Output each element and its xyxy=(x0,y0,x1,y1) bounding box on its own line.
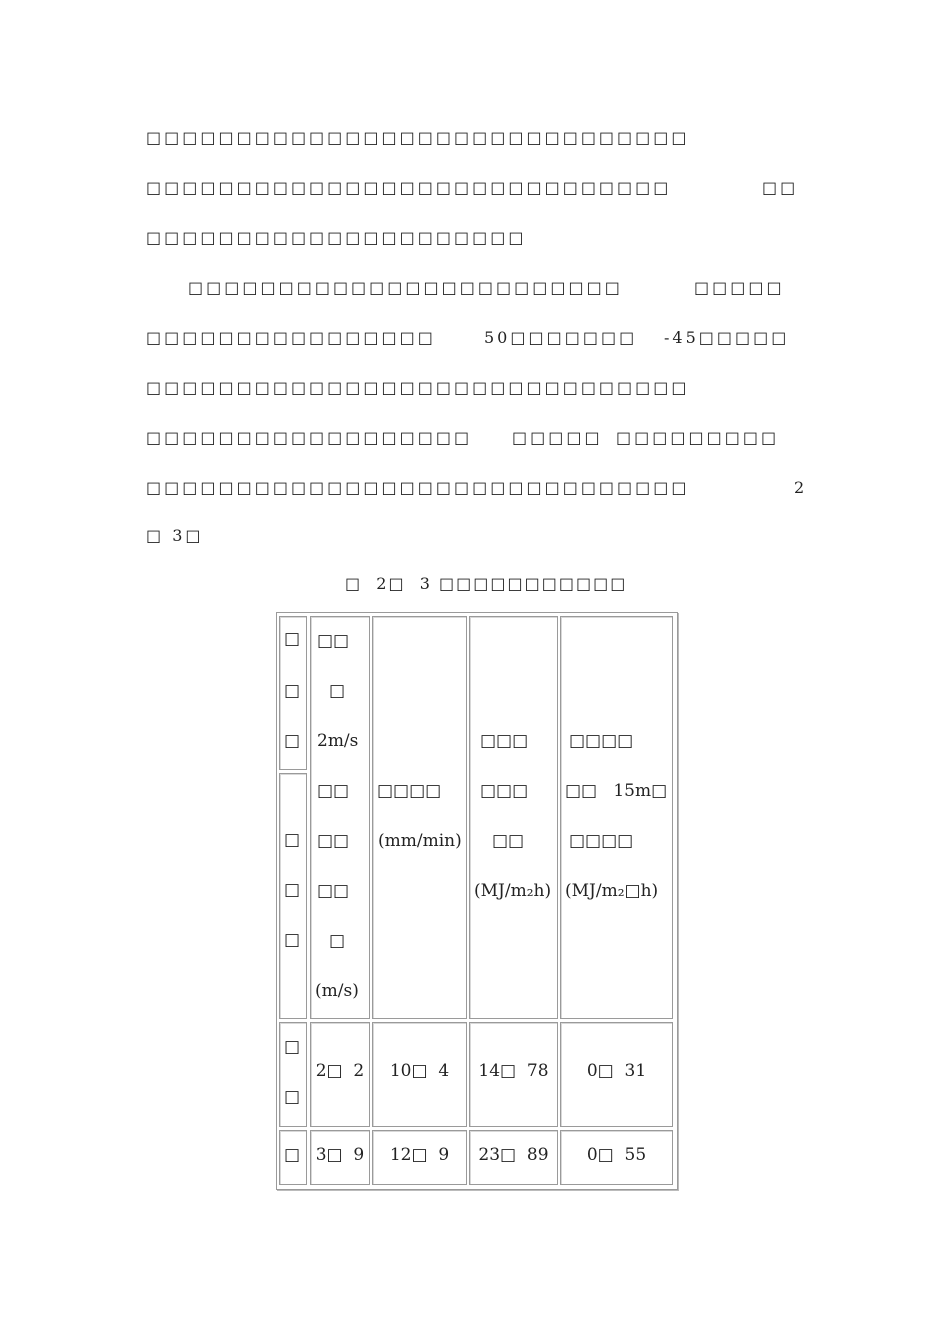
header-wind-line: 2m/s xyxy=(317,731,359,751)
header-distance-unit: (MJ/m₂□h) xyxy=(565,881,659,901)
header-flux-line: □□□ xyxy=(480,731,529,751)
cell-value: 2□ 2 xyxy=(315,1061,365,1081)
header-distance-line: □□ 15m□ xyxy=(565,781,668,801)
row-label-line: □ xyxy=(284,1037,301,1057)
cell-value: 14□ 78 xyxy=(478,1061,549,1081)
header-wind-line: □ xyxy=(329,931,346,951)
paragraph-line-3: □□□□□□□□□□□□□□□□□□□□□ xyxy=(146,228,527,247)
header-wind-line: □□ xyxy=(317,781,350,801)
table-cell-rate xyxy=(372,1022,467,1127)
cell-value: 10□ 4 xyxy=(389,1061,450,1081)
paragraph-line-6: □□□□□□□□□□□□□□□□□□□□□□□□□□□□□□ xyxy=(146,378,690,397)
table-cell-wind xyxy=(310,1130,370,1185)
paragraph-line-5-tail: -45□□□□□ xyxy=(664,328,790,347)
header-corner-bottom xyxy=(279,773,307,1019)
cell-value: 0□ 31 xyxy=(586,1061,647,1081)
header-wind-line: (m/s) xyxy=(315,981,359,1001)
paragraph-line-7-tail: □□□□□□□□□ xyxy=(616,428,780,447)
cell-value: 12□ 9 xyxy=(389,1145,450,1165)
header-corner-bottom-line: □ xyxy=(284,880,301,900)
header-flux xyxy=(469,616,558,1019)
paragraph-line-5: □□□□□□□□□□□□□□□□ xyxy=(146,328,436,347)
cell-value: 3□ 9 xyxy=(315,1145,365,1165)
paragraph-line-4: □□□□□□□□□□□□□□□□□□□□□□□□ xyxy=(188,278,623,297)
table-row-label xyxy=(279,1130,307,1185)
header-rate-unit: (mm/min) xyxy=(378,831,462,851)
header-flux-line: □□□ xyxy=(480,781,529,801)
header-wind-speed xyxy=(310,616,370,1019)
header-wind-line: □ xyxy=(329,681,346,701)
table-cell-distance-flux xyxy=(560,1130,673,1185)
table-cell-rate xyxy=(372,1130,467,1185)
data-table xyxy=(276,612,678,1190)
header-rate-line: □□□□ xyxy=(377,781,442,801)
paragraph-line-7: □□□□□□□□□□□□□□□□□□ xyxy=(146,428,473,447)
paragraph-line-2-tail: □□ xyxy=(762,178,799,197)
header-corner-bottom-line: □ xyxy=(284,930,301,950)
header-wind-line: □□ xyxy=(317,831,350,851)
header-rate xyxy=(372,616,467,1019)
table-cell-flux xyxy=(469,1022,558,1127)
header-flux-line: □□ xyxy=(492,831,525,851)
table-caption: □ 2□ 3 □□□□□□□□□□□ xyxy=(345,574,628,593)
paragraph-line-5-mid: 50□□□□□□□ xyxy=(484,328,638,347)
paragraph-line-1: □□□□□□□□□□□□□□□□□□□□□□□□□□□□□□ xyxy=(146,128,690,147)
paragraph-line-9: □ 3□ xyxy=(146,526,204,545)
paragraph-line-2: □□□□□□□□□□□□□□□□□□□□□□□□□□□□□ xyxy=(146,178,672,197)
table-cell-flux xyxy=(469,1130,558,1185)
header-corner-top-line: □ xyxy=(284,681,301,701)
cell-value: 23□ 89 xyxy=(478,1145,549,1165)
paragraph-line-8-tail: 2 xyxy=(794,478,808,497)
header-corner-top xyxy=(279,616,307,770)
table-cell-distance-flux xyxy=(560,1022,673,1127)
table-row-label xyxy=(279,1022,307,1127)
header-distance-flux xyxy=(560,616,673,1019)
row-label-line: □ xyxy=(284,1145,301,1165)
header-distance-line: □□□□ xyxy=(569,831,634,851)
paragraph-line-8: □□□□□□□□□□□□□□□□□□□□□□□□□□□□□□ xyxy=(146,478,690,497)
paragraph-line-4-tail: □□□□□ xyxy=(694,278,785,297)
header-wind-line: □□ xyxy=(317,881,350,901)
header-wind-line: □□ xyxy=(317,631,350,651)
header-distance-line: □□□□ xyxy=(569,731,634,751)
table-cell-wind xyxy=(310,1022,370,1127)
paragraph-line-7-mid: □□□□□ xyxy=(512,428,603,447)
header-corner-bottom-line: □ xyxy=(284,830,301,850)
header-flux-unit: (MJ/m₂h) xyxy=(474,881,552,901)
header-corner-top-line: □ xyxy=(284,731,301,751)
cell-value: 0□ 55 xyxy=(586,1145,647,1165)
row-label-line: □ xyxy=(284,1087,301,1107)
header-corner-top-line: □ xyxy=(284,629,301,649)
